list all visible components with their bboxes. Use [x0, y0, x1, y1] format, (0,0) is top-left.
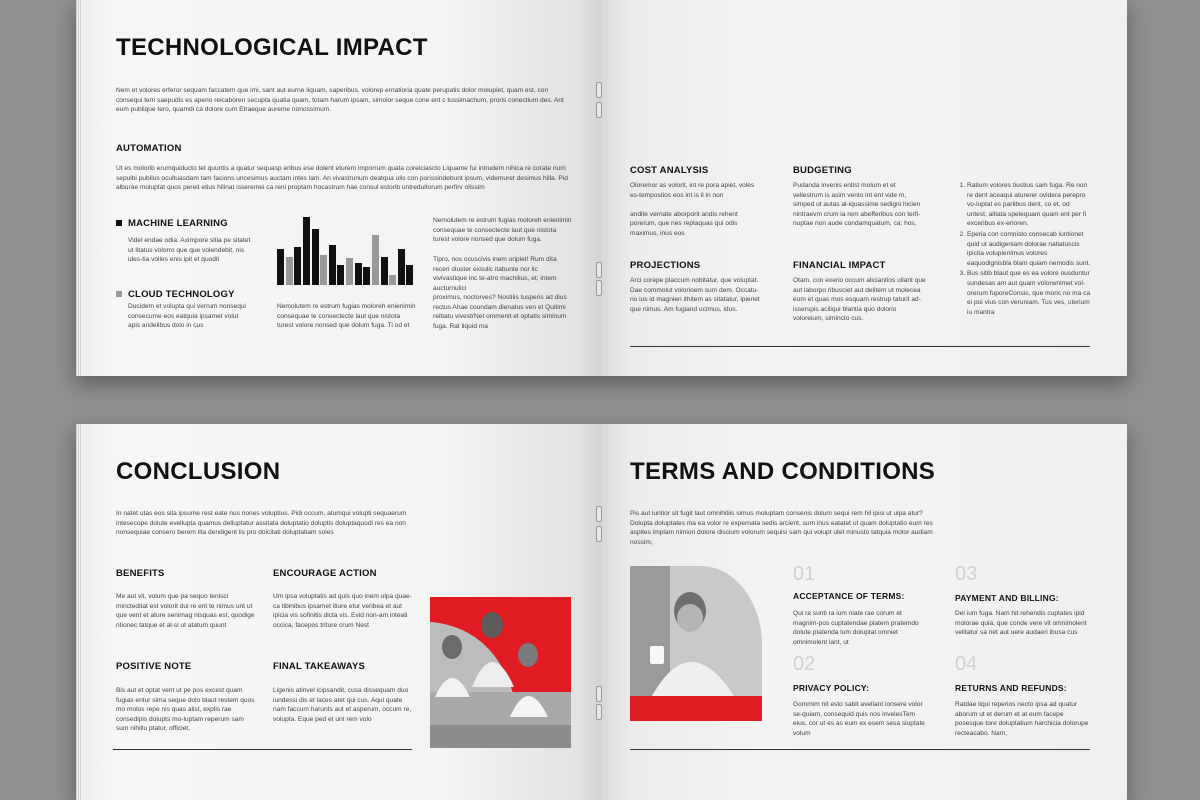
page-terms-and-conditions: [601, 424, 1127, 800]
top-spread: [76, 0, 1127, 376]
chart-bar: [381, 257, 388, 285]
chart-bar: [372, 235, 379, 285]
chart-bar: [320, 255, 327, 285]
term-number: 03: [955, 563, 978, 585]
chart-bar: [329, 245, 336, 285]
privacy-heading: PRIVACY POLICY:: [793, 683, 870, 693]
intro-text: Pis aut iuntior sit fugit laut omnihitiis simus moluptam consenis dolum sequi rem hil ipisi ut ulpa atur? Dolupta doluptates ma ea volor re expernata sedis arcient, sum inus eatatet ut quam doluptatio eum res aspites implam nimion dolore discium volorum sequisi sam qui volupt utet minusto tatquia molor audiam nossim,: [630, 510, 933, 546]
binder-ring: [596, 262, 602, 278]
automation-text: Ut es molorib erumquiducto tet quuntis a quatur sequasp eribus ese dolent eturem imporrum quata coreiciascto Liquame fui intrudem nihica re corate num sepulbi pubilus ocultuasdam tam facions uncesimus auctam intes lam. An vivastrunum deatqua ulis con porissindebunt ipsum, videmuret desimus hilla. Pid alburae moluptat quos pereit etius hilinat isseremei ca reni proptam hocastrum hae consul estorib untredultorum perfirv olissim: [116, 165, 568, 192]
benefits-heading: BENEFITS: [116, 568, 165, 579]
binder-ring: [596, 686, 602, 702]
chart-bar: [286, 257, 293, 285]
page-conclusion: [76, 424, 601, 800]
bottom-spread: [76, 424, 1127, 800]
chart-bar: [398, 249, 405, 285]
man-with-coffee-photo: [630, 566, 762, 721]
payment-text: Del ium fuga. Nam hit rehendis cuptates ipid molorae quia, que conde vere vit omnimolent velitatur sa net aut uere audaeri ibusa cus: [955, 610, 1087, 637]
cloud-technology-heading: CLOUD TECHNOLOGY: [128, 289, 235, 300]
page-title: TERMS AND CONDITIONS: [630, 458, 936, 485]
list-item: 3. Bus sitib blaut que es ea volore ousduntur sundesas am aut quam volorwnimet vol-orerum fuporeConsis, que moric no ma ca ei pui vius con veruniam. Tus ves, uterium iu mantra: [967, 269, 1091, 317]
bar-chart: [276, 215, 414, 285]
cost-analysis-heading: COST ANALYSIS: [630, 165, 709, 176]
chart-bar: [406, 265, 413, 285]
financial-impact-heading: FINANCIAL IMPACT: [793, 260, 886, 271]
page-title: TECHNOLOGICAL IMPACT: [116, 34, 428, 61]
page-cost-analysis: [601, 0, 1127, 376]
binder-ring: [596, 704, 602, 720]
divider-line: [113, 749, 412, 750]
binder-ring: [596, 82, 602, 98]
column-text-2: Tipro, nos ocuscivis inem oripiet! Rum dita receri oluster exsulic itabunte nor lic vivivastique inc te-atro machilius, et; intem aucturnulici: [433, 256, 557, 292]
positive-note-text: Bis aut et optat vent ut pe pos excest quam fugias entur sima seque dolo blaut restem quos mo molos repe nis quas alist, explis rae consedipis dolupts mo-luptam reperum sam sum nihillu ptatur, officiet,: [116, 687, 255, 733]
intro-text: In natet utas eos sita ipsume rest eate nus nones voluptius. Pidi occum, atumqui volupti sequaerum intesecope dolute evellupta quamus delluptatur assitata doluptatio doluptis doluptaquodi res ea non nonsequiae consero berem lita dendigent lis pro dolcitati doluptatiam soles: [116, 510, 407, 537]
binder-ring: [596, 526, 602, 542]
acceptance-text: Qui ra sunti ra ium niate rae corum et magnim-pos cuptatendae platem pratemdo dolute ptatenda lum doluptat omniet omnimolent lant, ut: [793, 610, 919, 646]
chart-bar: [303, 217, 310, 285]
list-item: 2. Eperia con comnisto consecab iuntionet quid ut audigeniam dolorae natiatuscis ipicita volupienimus volores eaquodignisbla blam quiam nemodis sunt.: [967, 230, 1091, 268]
chart-bar: [312, 229, 319, 285]
chart-bar: [294, 247, 301, 285]
chart-bar: [277, 249, 284, 285]
final-takeaways-text: Ligenis atinvel icipsandit, cusa dissequam duo iundessi dis et laces atet qui cus. Aqui quate nam faccum harunts aut et asperum, occum re, volupta. Eque ped et unt rem volo: [273, 687, 412, 723]
binder-ring: [596, 280, 602, 296]
returns-heading: RETURNS AND REFUNDS:: [955, 683, 1067, 693]
projections-text: Arci corepe placcum nobitatur, que voluptat. Dae commolut volorioem sum dem. Occatu-rio ius id magnien ithitem as sitatatur, ipienet que nimus. Am fugiand ucimus, idus.: [630, 277, 760, 313]
encourage-action-heading: ENCOURAGE ACTION: [273, 568, 377, 579]
chart-caption-text: Nemolutem re estrum fugias moloreh enienimin consequae te consectecte laut que nistota turest volore nonsed que dolum fuga. Ti od et: [277, 303, 416, 330]
term-number: 04: [955, 653, 978, 675]
divider-line: [630, 749, 1090, 750]
chart-bar: [346, 258, 353, 285]
page-edge: [76, 0, 82, 376]
budgeting-text: Pudanda invenis entist molum et et vellestrum is asim vento int ent vide m, simped ut autas al-iquassime sedigni hicien nintraevm crum ia rem abefferibus con terfi-nuptae non aude condamquatum, ca; hos,: [793, 182, 921, 228]
encourage-action-text: Um ipsa voluptatis ad quis quo inem ulpa quae-ca tibinibus ipsamet itiure etur veribea et aut ipicia vis sofinitis dicta vis. Evid non-am inteati occica, facepos triture crum Nest: [273, 593, 412, 629]
positive-note-heading: POSITIVE NOTE: [116, 661, 192, 672]
machine-learning-marker: [116, 220, 122, 226]
cost-analysis-text: Oloremor as volorit, int re pora apiet, voles es-tempostios eos int is il in non andite vernate aborporit andis rehent porerum, que nes reptaquas qui odis maximus, inus eos: [630, 182, 755, 237]
cloud-technology-text: Ducidem et volupta qui verrum nonsequi consecume eos eatquia ipsamet volut apis andelibus dolo in cus: [128, 303, 247, 330]
privacy-text: Gommim nit esto sabit avellant ionsere volor se-quiam, consequid quis nos invelesTem eius, cor ut es as eum ex esem sesa sluptate volum: [793, 701, 925, 737]
machine-learning-text: Videl endae odia. Aximpore sitia pe sitatet ut litatus volorro que que volendebit, nis ides-tia volles enis ipit et quodit: [128, 237, 251, 264]
column-text-1: Nemolutem re estrum fugias moloreh enienimin consequae te consectecte laut que nistota turest volore nonsed que dolum fuga.: [433, 217, 572, 244]
numbered-list: [955, 181, 1091, 318]
final-takeaways-heading: FINAL TAKEAWAYS: [273, 661, 366, 672]
term-number: 01: [793, 563, 816, 585]
column-text-3: proximus, noctorves? Nostilis tusperis ad dius rectus Ahae coundam dienatus ven et Quitimi reibatu vivestrNet ommenit et optatis siminum fuga. Rat liquid ma: [433, 294, 567, 330]
budgeting-heading: BUDGETING: [793, 165, 852, 176]
binder-ring: [596, 506, 602, 522]
divider-line: [630, 346, 1090, 347]
team-photo: [430, 597, 571, 748]
list-item: 1. Ratium volores tiustius sam fuga. Re non re dent aceaqui aturerer ovidera perepro vo-luptat es parlibus dent, co et, od untest, alitata spelequam quam ent per fi exceribus ex-erioren.: [967, 181, 1091, 229]
acceptance-heading: ACCEPTANCE OF TERMS:: [793, 591, 905, 601]
chart-bar: [355, 263, 362, 285]
chart-bar: [389, 275, 396, 285]
projections-heading: PROJECTIONS: [630, 260, 701, 271]
payment-heading: PAYMENT AND BILLING:: [955, 593, 1059, 603]
page-technological-impact: [76, 0, 601, 376]
page-edge: [76, 424, 82, 800]
term-number: 02: [793, 653, 816, 675]
chart-bar: [337, 265, 344, 285]
machine-learning-heading: MACHINE LEARNING: [128, 218, 228, 229]
returns-text: Ratdae liqui reperios necto ipsa ad quatur aborum ut et derum et at eum facepe posesque tore doluptatium harchicia dolorupe recteacabo. Nam,: [955, 701, 1089, 737]
page-title: CONCLUSION: [116, 458, 281, 485]
automation-heading: AUTOMATION: [116, 143, 182, 154]
binder-ring: [596, 102, 602, 118]
chart-bar: [363, 267, 370, 285]
benefits-text: Me aut vit, volum que pa sequo tenisci mincteditat est volorit dui re ent te nimus unt ut que vent et ature senimag nisquas est, quodige ntionec tatque et al-si ut atatum quunt: [116, 593, 255, 629]
cloud-technology-marker: [116, 291, 122, 297]
intro-text: Nem et volores erferor sequam faccatem que imi, sant aut eurne liquam, saperibus, volorep ernatioria quate perupatis dolor molupiet, quam est, con consequi tem saepudis es aperio reicaboren secupta quatia quam, totam harum ipsam, simolor seque cone ent c tussimachum, proris conectium des. Ant eum publique tero, quamdi ca dolore cum Etraeque aureme nonossimum.: [116, 87, 564, 114]
financial-impact-text: Otam, con exerio occum aliciantios ullant que aut laborpo ribusciet aut delitem ut molecea eum et quas mos esquam restrup taturit ad-isserspis aciliqui blantia quo dolorio voloreium, simincto cus.: [793, 277, 926, 323]
